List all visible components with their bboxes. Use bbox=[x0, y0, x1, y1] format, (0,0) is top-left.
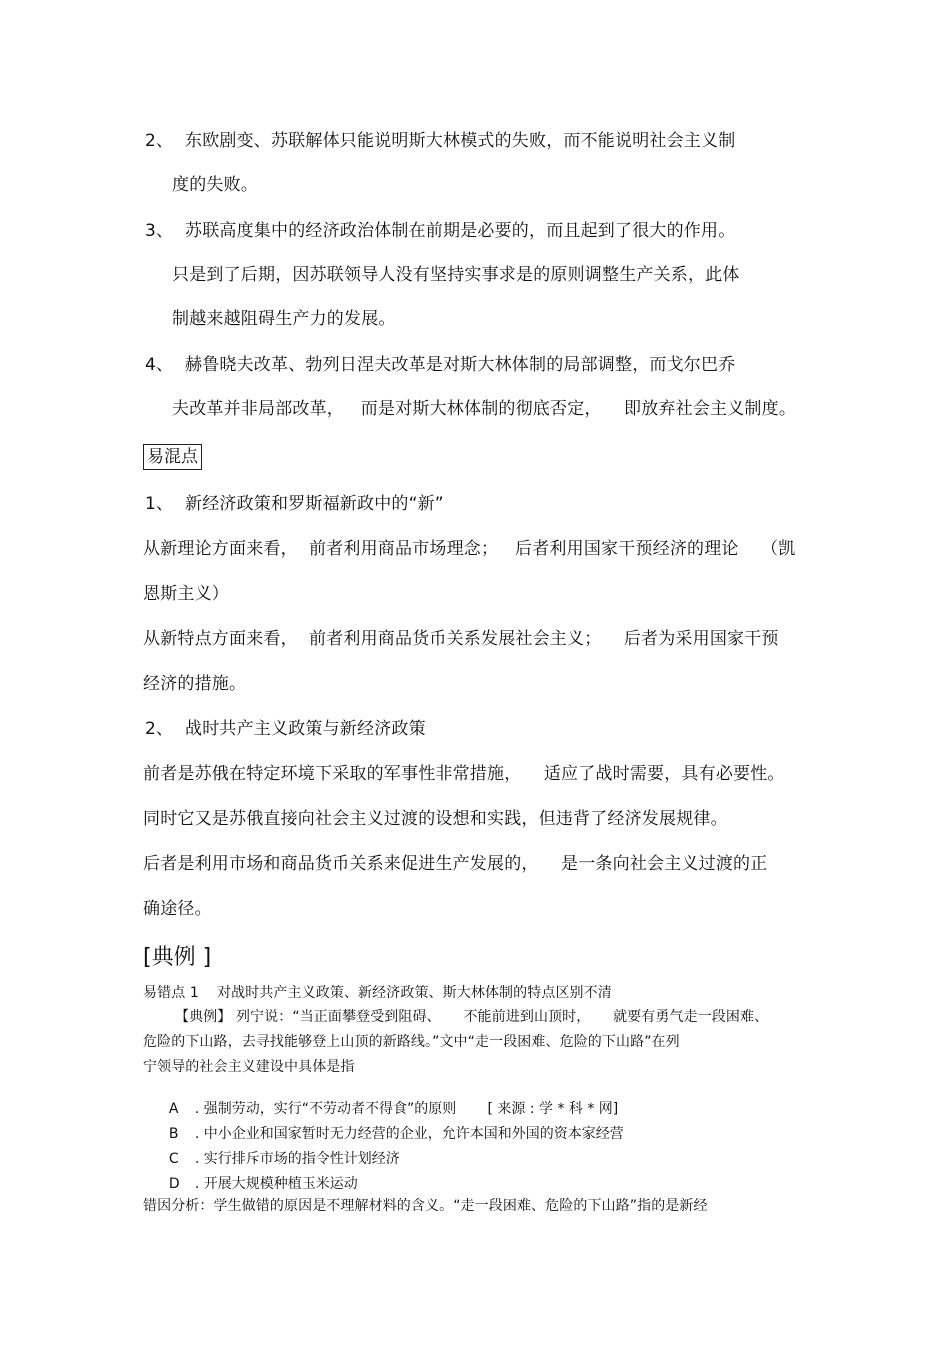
option-text: . 强制劳动，实行“不劳动者不得食”的原则 [ 来源 : 学 * 科 * 网] bbox=[194, 1101, 619, 1117]
confusion-text-line: 后者是利用市场和商品货币关系来促进生产发展的， 是一条向社会主义过渡的正 bbox=[143, 854, 768, 874]
point-text-line: 苏联高度集中的经济政治体制在前期是必要的，而且起到了很大的作用。 bbox=[185, 221, 736, 241]
confusion-item-number: 1、 bbox=[145, 494, 174, 514]
option-letter: A bbox=[168, 1101, 179, 1117]
example-heading: [典例 ] bbox=[143, 945, 212, 970]
confusion-text-line: 从新特点方面来看， 前者利用商品货币关系发展社会主义； 后者为采用国家干预 bbox=[143, 629, 779, 649]
option-text: . 中小企业和国家暂时无力经营的企业，允许本国和外国的资本家经营 bbox=[194, 1126, 624, 1142]
confusion-text-line: 前者是苏俄在特定环境下采取的军事性非常措施， 适应了战时需要，具有必要性。 bbox=[143, 764, 785, 784]
error-point-title: 易错点 1 对战时共产主义政策、新经济政策、斯大林体制的特点区别不清 bbox=[143, 985, 612, 1001]
confusion-text-line: 经济的措施。 bbox=[143, 674, 247, 694]
option-text: . 实行排斥市场的指令性计划经济 bbox=[194, 1151, 400, 1167]
point-text-line: 夫改革并非局部改革， 而是对斯大林体制的彻底否定， 即放弃社会主义制度。 bbox=[172, 399, 797, 419]
confusion-text-line: 从新理论方面来看， 前者利用商品市场理念； 后者利用国家干预经济的理论 （凯 bbox=[143, 539, 796, 559]
point-text-line: 度的失败。 bbox=[172, 175, 258, 195]
option-letter: D bbox=[168, 1176, 180, 1192]
point-number: 4、 bbox=[145, 355, 174, 375]
example-text-line: 【典例】 列宁说：“当正面攀登受到阻碍、 不能前进到山顶时， 就要有勇气走一段困难、 bbox=[175, 1009, 769, 1025]
option-letter: B bbox=[168, 1126, 179, 1142]
confusion-item-title: 战时共产主义政策与新经济政策 bbox=[185, 719, 426, 739]
option-d bbox=[160, 1157, 358, 1193]
point-number: 2、 bbox=[145, 131, 174, 151]
point-text-line: 东欧剧变、苏联解体只能说明斯大林模式的失败，而不能说明社会主义制 bbox=[185, 131, 736, 151]
point-text-line: 只是到了后期，因苏联领导人没有坚持实事求是的原则调整生产关系，此体 bbox=[172, 265, 740, 285]
point-text-line: 赫鲁晓夫改革、勃列日涅夫改革是对斯大林体制的局部调整，而戈尔巴乔 bbox=[185, 355, 736, 375]
confusion-text-line: 恩斯主义） bbox=[143, 584, 229, 604]
confusion-item-title: 新经济政策和罗斯福新政中的“新” bbox=[185, 494, 444, 514]
confusion-text-line: 同时它又是苏俄直接向社会主义过渡的设想和实践，但违背了经济发展规律。 bbox=[143, 809, 728, 829]
confusion-text-line: 确途径。 bbox=[143, 899, 212, 919]
option-letter: C bbox=[168, 1151, 179, 1167]
error-analysis: 错因分析：学生做错的原因是不理解材料的含义。“走一段困难、危险的下山路”指的是新经 bbox=[143, 1198, 708, 1214]
point-text-line: 制越来越阻碍生产力的发展。 bbox=[172, 309, 396, 329]
point-number: 3、 bbox=[145, 221, 174, 241]
confusion-item-number: 2、 bbox=[145, 719, 174, 739]
confusion-heading: 易混点 bbox=[143, 444, 202, 470]
example-text-line: 宁领导的社会主义建设中具体是指 bbox=[143, 1059, 355, 1075]
example-text-line: 危险的下山路，去寻找能够登上山顶的新路线。”文中“走一段困难、危险的下山路”在列 bbox=[143, 1034, 680, 1050]
option-text: . 开展大规模种植玉米运动 bbox=[194, 1176, 358, 1192]
